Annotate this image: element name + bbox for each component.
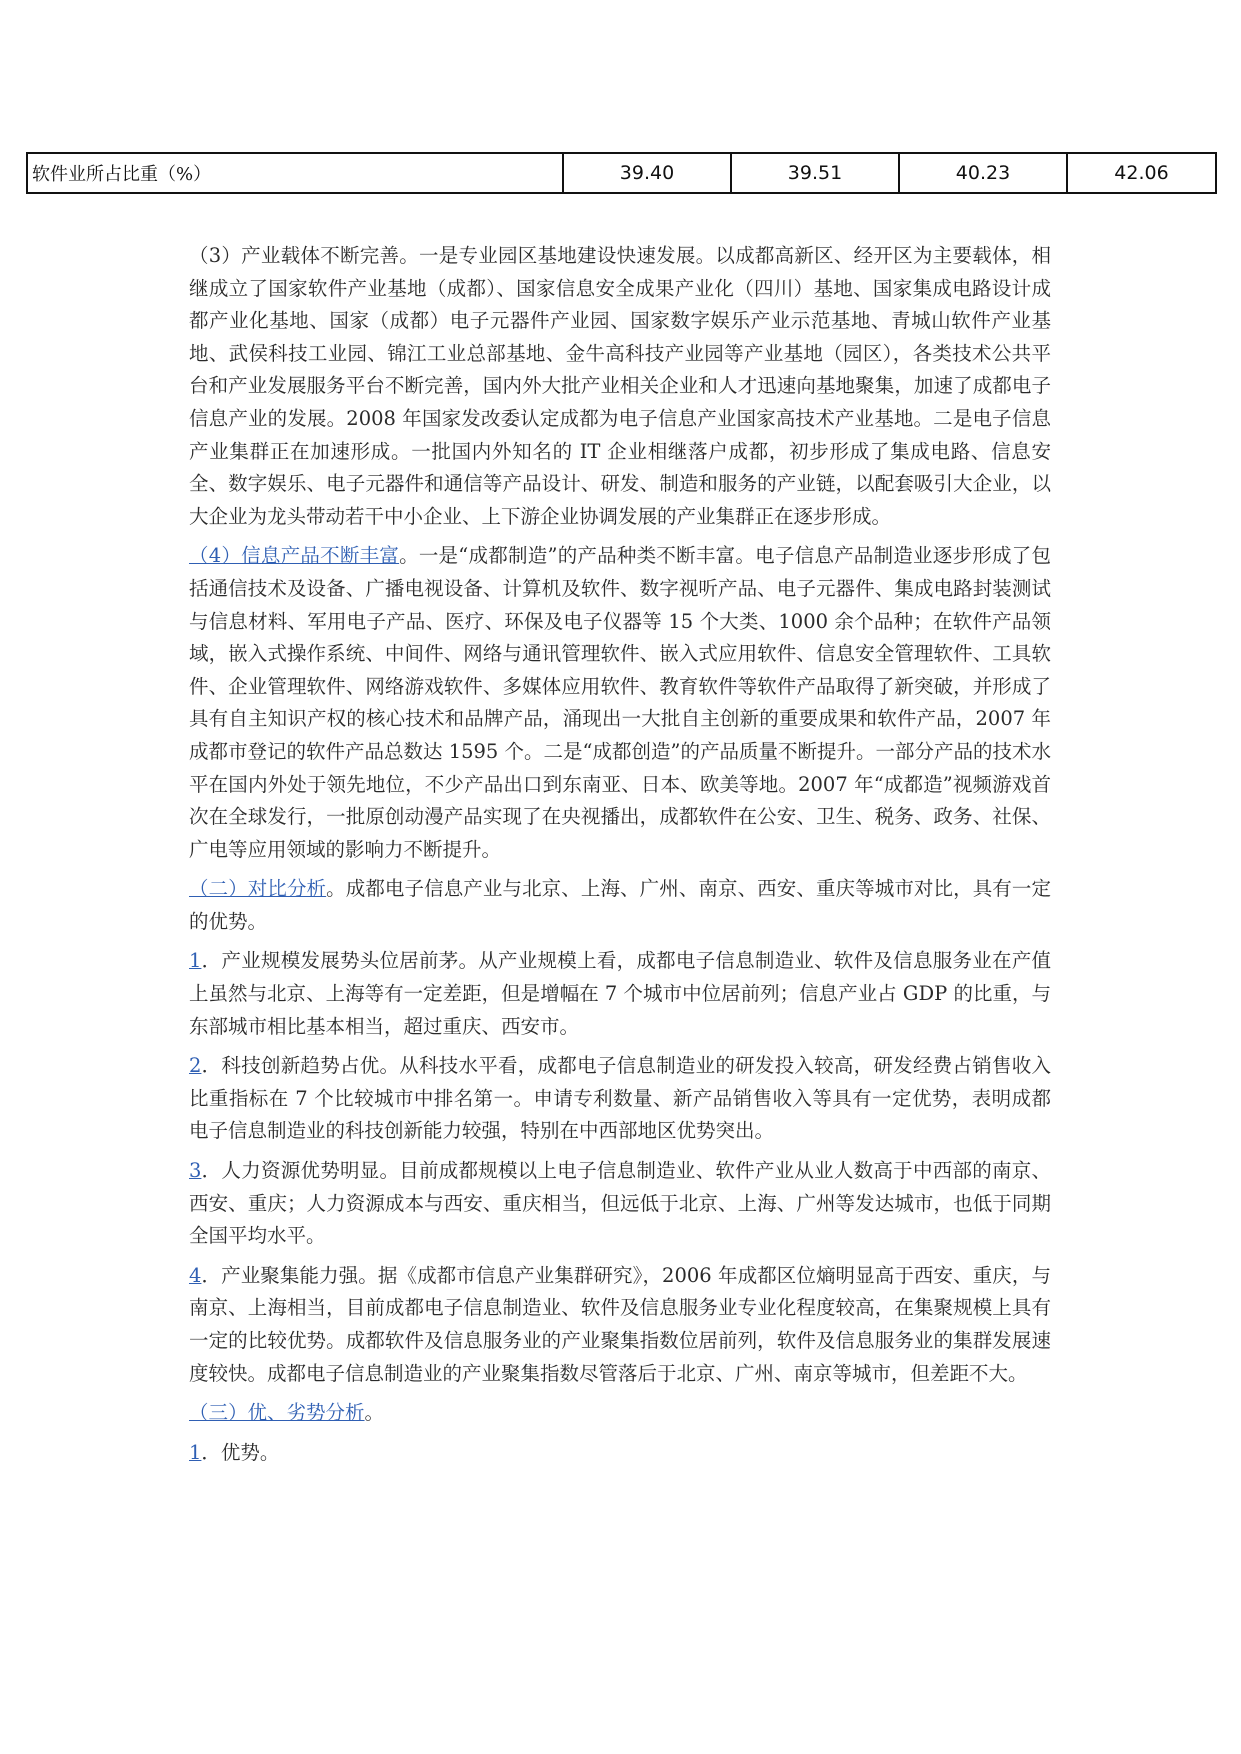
paragraph-text: ．产业规模发展势头位居前茅。从产业规模上看，成都电子信息制造业、软件及信息服务业在产值上虽然与北京、上海等有一定差距，但是增幅在 7 个城市中位居前列；信息产业占 GDP 的比重，与东部城市相比基本相当，超过重庆、西安市。: [189, 949, 1051, 1038]
item-number-link[interactable]: 2: [189, 1054, 202, 1078]
paragraph-comparison: [189, 873, 1051, 938]
paragraph-text: （3）产业载体不断完善。一是专业园区基地建设快速发展。以成都高新区、经开区为主要载体，相继成立了国家软件产业基地（成都）、国家信息安全成果产业化（四川）基地、国家集成电路设计成都产业化基地、国家（成都）电子元器件产业园、国家数字娱乐产业示范基地、青城山软件产业基地、武侯科技工业园、锦江工业总部基地、金牛高科技产业园等产业基地（园区），各类技术公共平台和产业发展服务平台不断完善，国内外大批产业相关企业和人才迅速向基地聚集，加速了成都电子信息产业的发展。2008 年国家发改委认定成都为电子信息产业国家高技术产业基地。二是电子信息产业集群正在加速形成。一批国内外知名的 IT 企业相继落户成都，初步形成了集成电路、信息安全、数字娱乐、电子元器件和通信等产品设计、研发、制造和服务的产业链，以配套吸引大企业，以大企业为龙头带动若干中小企业、上下游企业协调发展的产业集群正在逐步形成。: [189, 244, 1051, 528]
paragraph-item-3: [189, 1155, 1051, 1253]
paragraph-advantages: [189, 1437, 1051, 1470]
section-link[interactable]: （三）优、劣势分析: [189, 1401, 365, 1425]
paragraph-swot: [189, 1397, 1051, 1430]
document-body: [189, 240, 1051, 1476]
item-number-link[interactable]: 1: [189, 1440, 202, 1464]
paragraph-text: ．产业聚集能力强。据《成都市信息产业集群研究》，2006 年成都区位熵明显高于西安、重庆，与南京、上海相当，目前成都电子信息制造业、软件及信息服务业专业化程度较高，在集聚规模上具有一定的比较优势。成都软件及信息服务业的产业聚集指数位居前列，软件及信息服务业的集群发展速度较快。成都电子信息制造业的产业聚集指数尽管落后于北京、广州、南京等城市，但差距不大。: [189, 1263, 1051, 1385]
item-number-link[interactable]: 4: [189, 1263, 202, 1287]
paragraph-text: 。成都电子信息产业与北京、上海、广州、南京、西安、重庆等城市对比，具有一定的优势。: [189, 877, 1051, 933]
paragraph-text: 。: [364, 1401, 385, 1425]
paragraph-carrier: [189, 240, 1051, 533]
item-number-link[interactable]: 3: [189, 1159, 202, 1183]
paragraph-text: ．科技创新趋势占优。从科技水平看，成都电子信息制造业的研发投入较高，研发经费占销售收入比重指标在 7 个比较城市中排名第一。申请专利数量、新产品销售收入等具有一定优势，表明成都电子信息制造业的科技创新能力较强，特别在中西部地区优势突出。: [189, 1054, 1051, 1143]
table-cell: 39.40: [562, 154, 730, 192]
table-cell: 39.51: [730, 154, 898, 192]
paragraph-item-4: [189, 1260, 1051, 1390]
section-link[interactable]: （4）信息产品不断丰富: [189, 544, 400, 568]
paragraph-text: 。一是“成都制造”的产品种类不断丰富。电子信息产品制造业逐步形成了包括通信技术及设备、广播电视设备、计算机及软件、数字视听产品、电子元器件、集成电路封装测试与信息材料、军用电子产品、医疗、环保及电子仪器等 15 个大类、1000 余个品种；在软件产品领域，嵌入式操作系统、中间件、网络与通讯管理软件、嵌入式应用软件、信息安全管理软件、工具软件、企业管理软件、网络游戏软件、多媒体应用软件、教育软件等软件产品取得了新突破，并形成了具有自主知识产权的核心技术和品牌产品，涌现出一大批自主创新的重要成果和软件产品，2007 年成都市登记的软件产品总数达 1595 个。二是“成都创造”的产品质量不断提升。一部分产品的技术水平在国内外处于领先地位，不少产品出口到东南亚、日本、欧美等地。2007 年“成都造”视频游戏首次在全球发行，一批原创动漫产品实现了在央视播出，成都软件在公安、卫生、税务、政务、社保、广电等应用领域的影响力不断提升。: [189, 544, 1051, 861]
item-number-link[interactable]: 1: [189, 949, 202, 973]
section-link[interactable]: （二）对比分析: [189, 877, 327, 901]
table-cell: 40.23: [898, 154, 1066, 192]
data-table-row: [26, 152, 1217, 194]
paragraph-item-2: [189, 1050, 1051, 1148]
row-label: 软件业所占比重（%）: [32, 164, 212, 185]
paragraph-products: [189, 540, 1051, 866]
table-cell: 42.06: [1066, 154, 1215, 192]
paragraph-text: ．优势。: [201, 1440, 280, 1464]
paragraph-item-1: [189, 945, 1051, 1043]
paragraph-text: ．人力资源优势明显。目前成都规模以上电子信息制造业、软件产业从业人数高于中西部的南京、西安、重庆；人力资源成本与西安、重庆相当，但远低于北京、上海、广州等发达城市，也低于同期全国平均水平。: [189, 1159, 1051, 1248]
